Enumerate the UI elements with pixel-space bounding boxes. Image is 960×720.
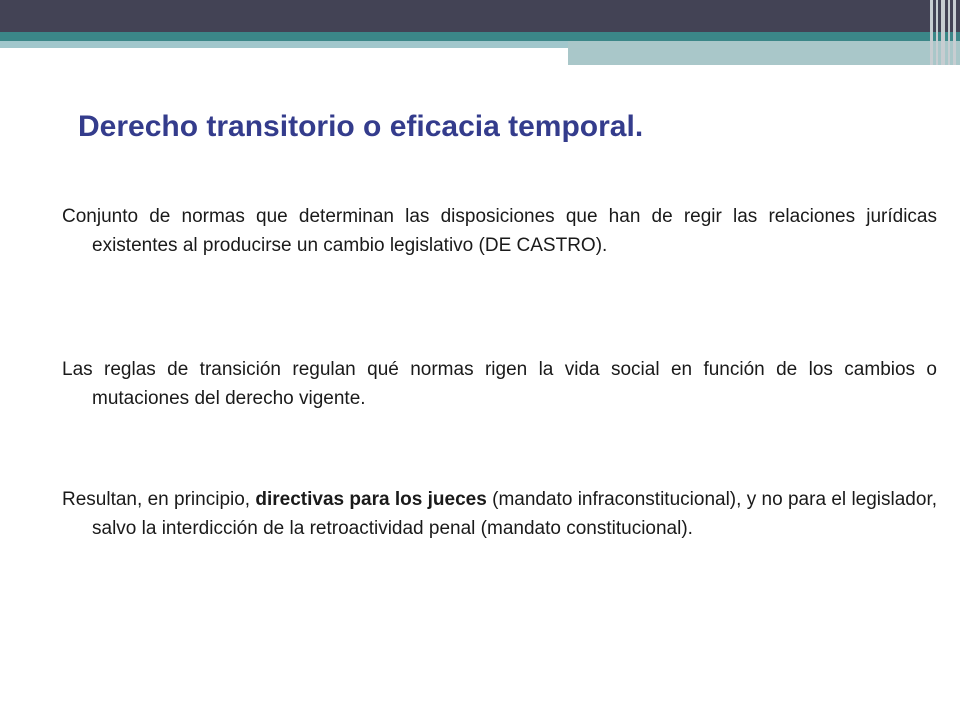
- slide-title: Derecho transitorio o eficacia temporal.: [78, 110, 644, 143]
- paragraph-directives-emphasis: directivas para los jueces: [255, 489, 487, 510]
- header-band-light-left: [0, 41, 568, 48]
- header-stripes: [928, 0, 960, 65]
- header-stripe: [936, 0, 938, 65]
- header-band-dark: [0, 0, 960, 32]
- header-stripe: [941, 0, 945, 65]
- paragraph-directives-text-end: (mandato infraconstitucional), y no para el legislador, salvo la interdicción de la retroactividad penal (mandato constitucional).: [92, 489, 937, 539]
- paragraph-definition: Conjunto de normas que determinan las disposiciones que han de regir las relaciones jurídicas existentes al producirse un cambio legislativo (DE CASTRO).: [62, 206, 937, 256]
- paragraph-directives-text-start: Resultan, en principio,: [62, 489, 256, 510]
- header-stripe: [930, 0, 933, 65]
- header-band-teal: [0, 32, 960, 41]
- header-stripe: [948, 0, 950, 65]
- header-band-light-right: [568, 41, 960, 65]
- paragraph-directives: [62, 485, 937, 543]
- paragraph-transition-rules: Las reglas de transición regulan qué normas rigen la vida social en función de los cambios o mutaciones del derecho vigente.: [62, 359, 937, 409]
- header-stripe: [953, 0, 956, 65]
